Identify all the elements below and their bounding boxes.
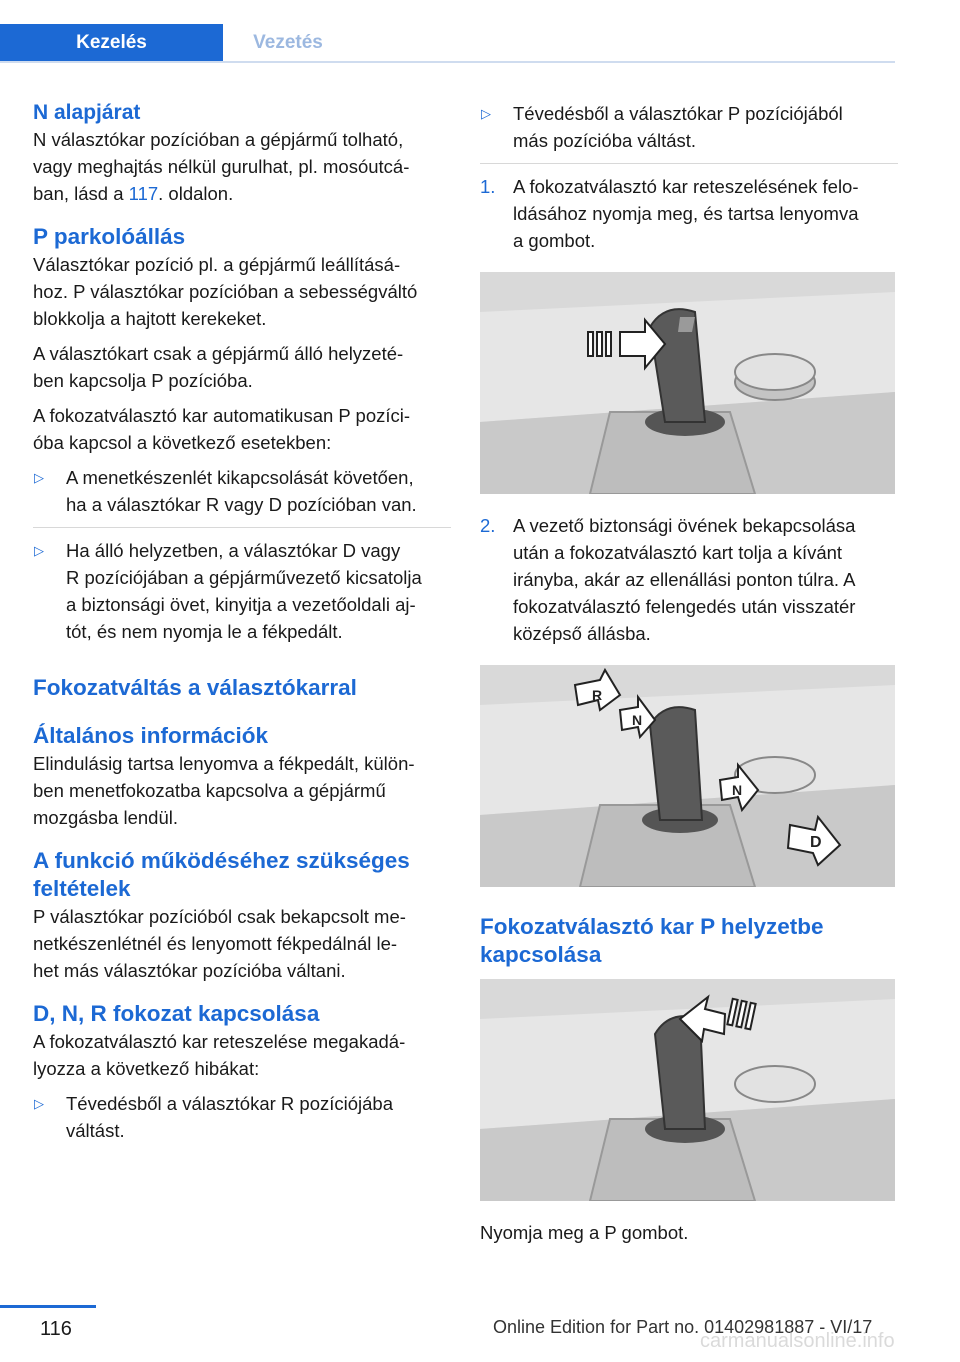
page-number-rule (0, 1305, 96, 1308)
paragraph-n-idle: N választókar pozícióban a gépjármű tolható, vagy meghajtás nélkül gurulhat, pl. mosóutcá- ban, lásd a 117. oldalon. (33, 129, 410, 204)
triangle-bullet-icon: ▷ (34, 543, 44, 558)
shift-label-n-down: N (732, 782, 743, 798)
heading-general-info: Általános információk (33, 723, 269, 748)
watermark: carmanualsonline.info (700, 1330, 895, 1352)
right-column (480, 100, 898, 1246)
paragraph-p-3: A fokozatválasztó kar automatikusan P pozíci- óba kapcsol a következő esetekben: (33, 405, 411, 453)
heading-dnr: D, N, R fokozat kapcsolása (33, 1001, 320, 1026)
tab-underline (0, 61, 895, 63)
edition-note: Online Edition for Part no. 01402981887 - VI/17 (493, 1317, 873, 1337)
tab-kezeles[interactable]: Kezelés (0, 24, 223, 62)
heading-p-engage: Fokozatválasztó kar P helyzetbe kapcsolása (480, 914, 824, 967)
selector-lever-unlock-illustration (480, 272, 895, 494)
left-column (33, 100, 451, 1153)
shift-label-d: D (810, 834, 822, 851)
bullet-list-lock (33, 1090, 451, 1153)
page-link[interactable]: 117 (128, 183, 159, 204)
bullet-list-auto-p (33, 464, 451, 654)
list-item: ▷ A menetkészenlét kikapcsolását követően, ha a választókar R vagy D pozícióban van. (33, 464, 451, 528)
heading-shifting: Fokozatváltás a választókarral (33, 675, 357, 700)
list-item: ▷ Ha álló helyzetben, a választókar D vagy R pozíciójában a gépjárművezető kicsatolja a biztonsági övet, kinyitja a vezetőoldali aj- tót, és nem nyomja le a fékpedált. (33, 537, 451, 654)
triangle-bullet-icon: ▷ (34, 470, 44, 485)
list-item: ▷ Tévedésből a választókar P pozíciójából más pozícióba váltást. (480, 100, 898, 164)
triangle-bullet-icon: ▷ (481, 106, 491, 121)
shift-label-n-up: N (632, 712, 643, 728)
paragraph-requirements: P választókar pozícióból csak bekapcsolt me- netkészenlétnél és lenyomott fékpedálnál le- het más választókar pozícióba váltani. (33, 906, 406, 981)
step-2: 2. A vezető biztonsági övének bekapcsolása után a fokozatválasztó kart tolja a kívánt irányba, akár az ellenállási ponton túlra. A fokozatválasztó felengedés után visszatér középső állásba. (480, 515, 856, 644)
heading-p-park: P parkolóállás (33, 224, 186, 249)
steps-list (480, 173, 898, 254)
paragraph-dnr: A fokozatválasztó kar reteszelése megakadá- lyozza a következő hibákat: (33, 1031, 406, 1079)
heading-n-idle: N alapjárat (33, 101, 141, 124)
paragraph-p-2: A választókart csak a gépjármű álló helyzeté- ben kapcsolja P pozícióba. (33, 343, 404, 391)
page-number: 116 (40, 1318, 72, 1340)
chapter-tabs (0, 24, 895, 62)
shift-label-r: R (592, 687, 603, 703)
triangle-bullet-icon: ▷ (34, 1096, 44, 1111)
steps-list-2 (480, 512, 898, 647)
list-item: ▷ Tévedésből a választókar R pozíciójába váltást. (33, 1090, 451, 1153)
tab-vezetes[interactable]: Vezetés (253, 32, 323, 53)
caption-press-p: Nyomja meg a P gombot. (480, 1222, 689, 1243)
selector-lever-shift-illustration (480, 665, 895, 887)
bullet-list-lock-cont (480, 100, 898, 164)
paragraph-p-1: Választókar pozíció pl. a gépjármű leállításá- hoz. P választókar pozícióban a sebességváltó blokkolja a hajtott kerekeket. (33, 254, 418, 329)
heading-requirements: A funkció működéséhez szükséges feltételek (33, 848, 410, 901)
selector-lever-p-button-illustration (480, 979, 895, 1201)
paragraph-general: Elindulásig tartsa lenyomva a fékpedált, külön- ben menetfokozatba kapcsolva a gépjármű mozgásba lendül. (33, 753, 415, 828)
step-1: 1. A fokozatválasztó kar reteszelésének felo- ldásához nyomja meg, és tartsa lenyomva a gombot. (480, 176, 859, 251)
